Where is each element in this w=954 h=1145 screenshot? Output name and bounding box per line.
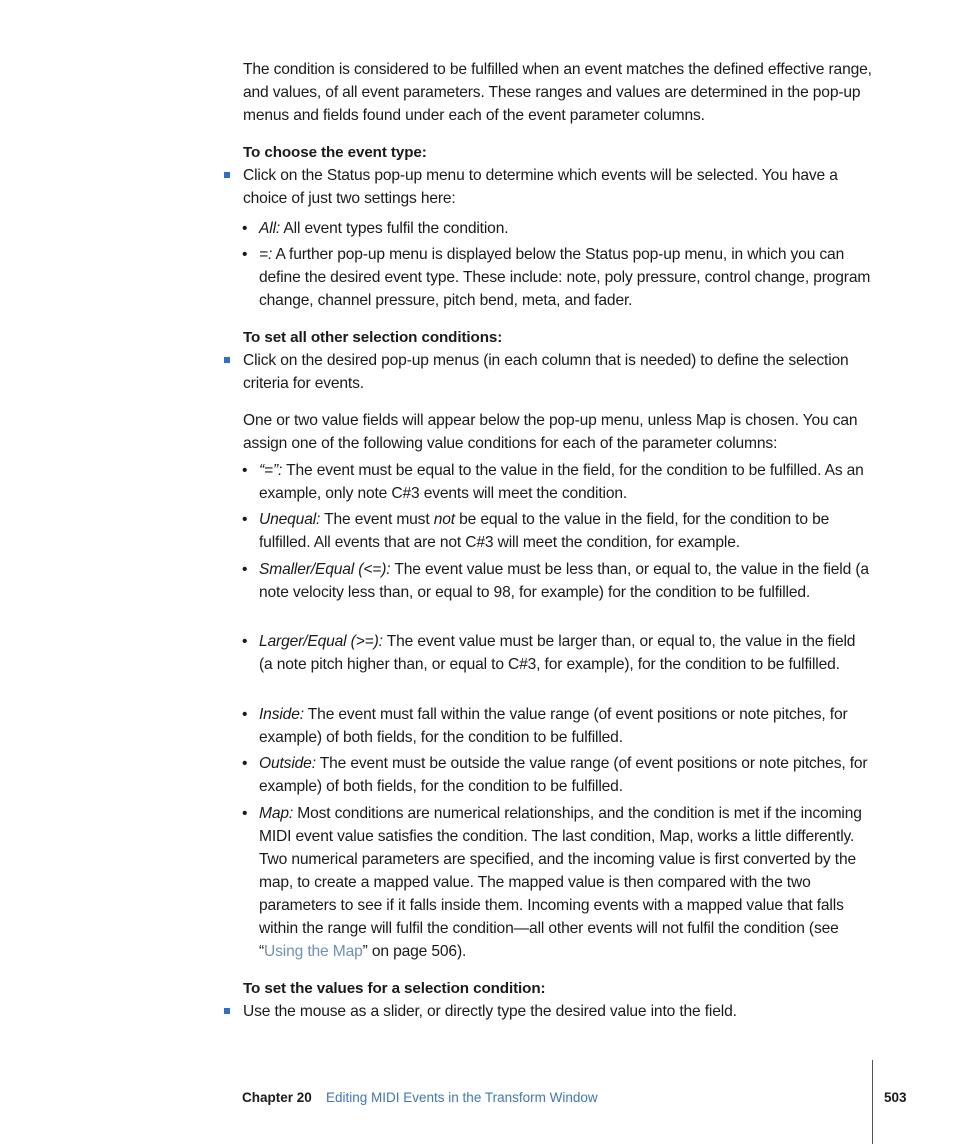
bullet-dot-icon: •	[242, 706, 248, 723]
list-item-all	[242, 217, 871, 240]
definition: Most conditions are numerical relationships, and the condition is met if the incoming MIDI event value satisfies the condition. The last condition, Map, works a little differently. Two numerical parameters are specified, and the incoming value is first converted by the map, to create a mapped value. The mapped value is then compared with the two parameters to see if it falls inside them. Incoming events with a mapped value that falls within the range will fulfil the condition—all other events will not fulfil the condition (see “	[259, 805, 862, 960]
definition: A further pop-up menu is displayed below the Status pop-up menu, in which you can define the desired event type. These include: note, poly pressure, control change, program change, channel pressure, pitch bend, meta, and fader.	[259, 246, 871, 309]
step-set-values	[243, 1000, 873, 1023]
term: Outside:	[259, 755, 316, 772]
list-item-unequal	[242, 508, 871, 554]
value-fields-paragraph: One or two value fields will appear below the pop-up menu, unless Map is chosen. You can assign one of the following value conditions for each of the parameter columns:	[243, 412, 858, 452]
term: Unequal:	[259, 511, 321, 528]
bullet-dot-icon: •	[242, 561, 248, 578]
bullet-dot-icon: •	[242, 633, 248, 650]
definition: The event must be equal to the value in the field, for the condition to be fulfilled. As an example, only note C#3 events will meet the condition.	[259, 462, 864, 502]
emphasis: not	[433, 511, 455, 528]
list-item-inside	[242, 703, 871, 749]
bullet-dot-icon: •	[242, 462, 248, 479]
footer-divider	[872, 1060, 873, 1144]
step-text: Use the mouse as a slider, or directly type the desired value into the field.	[243, 1003, 737, 1020]
step-text: Click on the desired pop-up menus (in each column that is needed) to define the selection criteria for events.	[243, 352, 849, 392]
step-selection-conditions	[243, 349, 873, 395]
section-heading-event-type: To choose the event type:	[243, 144, 427, 161]
square-bullet-icon	[224, 1008, 230, 1014]
list-item-equals	[242, 243, 871, 312]
definition-start: The event must	[320, 511, 434, 528]
term: “=”:	[259, 462, 283, 479]
term: All:	[259, 220, 281, 237]
footer-chapter-title-link[interactable]: Editing MIDI Events in the Transform Window	[326, 1090, 598, 1105]
bullet-dot-icon: •	[242, 805, 248, 822]
intro-paragraph: The condition is considered to be fulfilled when an event matches the defined effective range, and values, of all event parameters. These ranges and values are determined in the pop-up menus and fields found under each of the event parameter columns.	[243, 61, 872, 124]
list-item-smaller-equal	[242, 558, 871, 604]
list-item-equal	[242, 459, 871, 505]
page-number: 503	[884, 1090, 907, 1105]
term: Map:	[259, 805, 294, 822]
term: Inside:	[259, 706, 304, 723]
list-item-map	[242, 802, 871, 963]
term: =:	[259, 246, 273, 263]
term: Larger/Equal (>=):	[259, 633, 383, 650]
definition-end: ” on page 506).	[362, 943, 467, 960]
list-item-outside	[242, 752, 871, 798]
bullet-dot-icon: •	[242, 246, 248, 263]
definition: The event value must be less than, or equal to, the value in the field (a note velocity less than, or equal to 98, for example) for the condition to be fulfilled.	[259, 561, 869, 601]
section-heading-set-values: To set the values for a selection condition:	[243, 980, 546, 997]
bullet-dot-icon: •	[242, 220, 248, 237]
square-bullet-icon	[224, 172, 230, 178]
definition: All event types fulfil the condition.	[280, 220, 509, 237]
definition: The event must fall within the value range (of event positions or note pitches, for example) of both fields, for the condition to be fulfilled.	[259, 706, 848, 746]
footer-chapter-label: Chapter 20	[242, 1090, 312, 1105]
bullet-dot-icon: •	[242, 755, 248, 772]
step-text: Click on the Status pop-up menu to determine which events will be selected. You have a choice of just two settings here:	[243, 167, 838, 207]
section-heading-selection-conditions: To set all other selection conditions:	[243, 329, 503, 346]
step-event-type	[243, 164, 873, 210]
term: Smaller/Equal (<=):	[259, 561, 391, 578]
definition: The event must be outside the value range (of event positions or note pitches, for example) of both fields, for the condition to be fulfilled.	[259, 755, 868, 795]
definition: The event value must be larger than, or equal to, the value in the field (a note pitch higher than, or equal to C#3, for example), for the condition to be fulfilled.	[259, 633, 856, 673]
using-the-map-link[interactable]: Using the Map	[264, 943, 363, 960]
definition-end: be equal to the value in the field, for the condition to be fulfilled. All events that are not C#3 will meet the condition, for example.	[259, 511, 830, 551]
bullet-dot-icon: •	[242, 511, 248, 528]
square-bullet-icon	[224, 357, 230, 363]
list-item-larger-equal	[242, 630, 871, 676]
